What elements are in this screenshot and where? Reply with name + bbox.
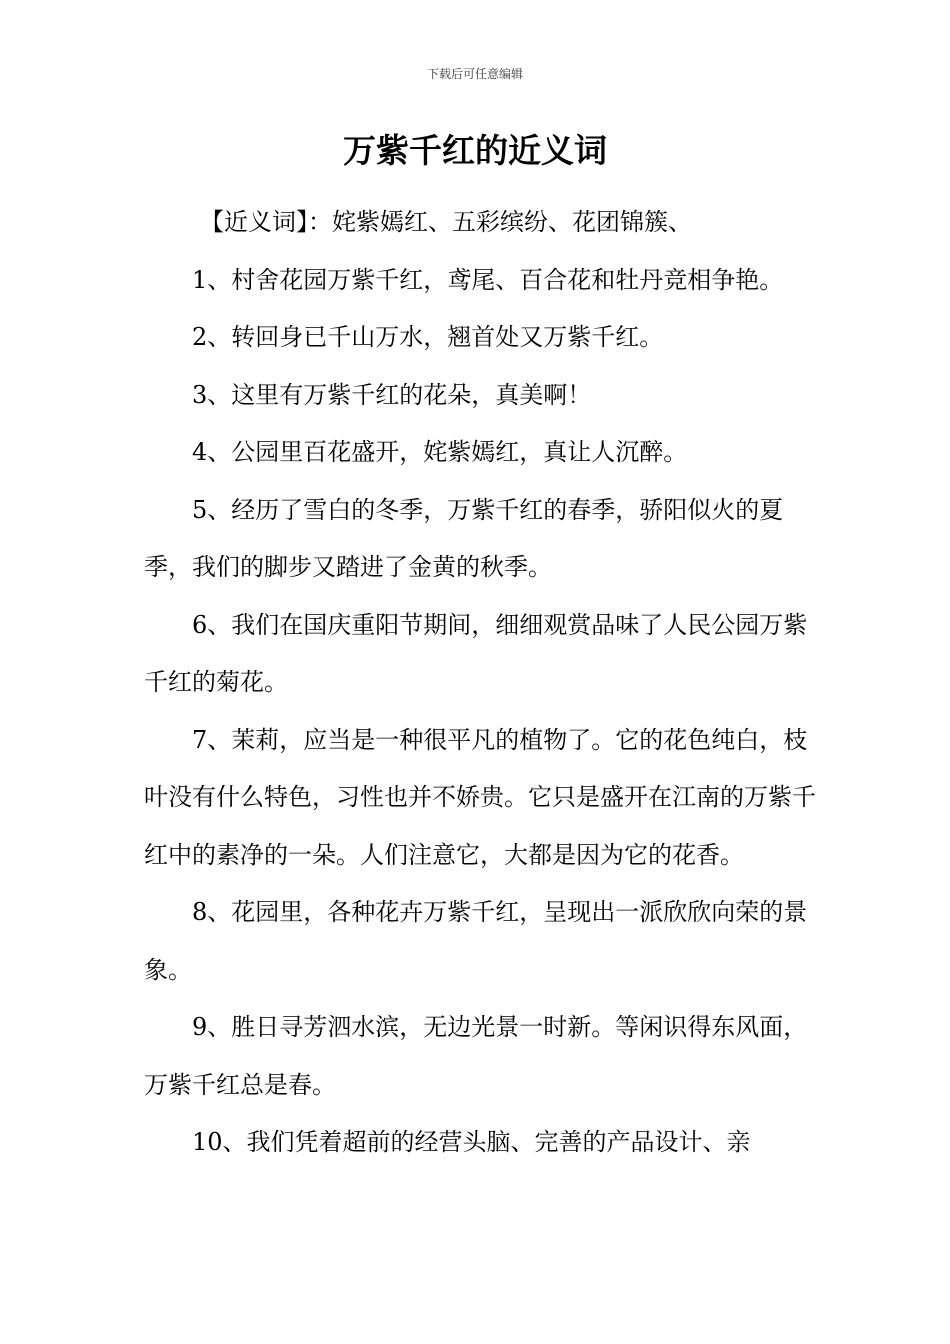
example-sentence-5: 5、经历了雪白的冬季，万紫千红的春季，骄阳似火的夏季，我们的脚步又踏进了金黄的秋季。: [144, 495, 784, 581]
example-sentence-3: 3、这里有万紫千红的花朵，真美啊！: [192, 380, 592, 409]
example-sentence-1: 1、村舍花园万紫千红，鸢尾、百合花和牡丹竞相争艳。: [192, 265, 784, 294]
example-sentence-9: 9、胜日寻芳泗水滨，无边光景一时新。等闲识得东风面，万紫千红总是春。: [144, 1013, 808, 1099]
document-title: 万紫千红的近义词: [343, 131, 607, 170]
example-sentence-8: 8、花园里，各种花卉万紫千红，呈现出一派欣欣向荣的景象。: [144, 898, 808, 984]
synonyms-label: 【近义词】: [200, 208, 308, 236]
header-note: 下载后可任意编辑: [426, 67, 523, 81]
example-sentence-10: 10、我们凭着超前的经营头脑、完善的产品设计、亲: [192, 1128, 751, 1156]
synonyms-paragraph: [144, 194, 824, 252]
example-sentence-7: 7、茉莉，应当是一种很平凡的植物了。它的花色纯白，枝叶没有什么特色，习性也并不娇贵。它只是盛开在江南的万紫千红中的素净的一朵。人们注意它，大都是因为它的花香。: [144, 725, 816, 869]
example-sentence-2: 2、转回身已千山万水，翘首处又万紫千红。: [192, 323, 664, 351]
synonyms-words: 姹紫嫣红、五彩缤纷、花团锦簇、: [332, 208, 692, 236]
synonyms-separator: ：: [308, 208, 332, 236]
example-sentence-6: 6、我们在国庆重阳节期间，细细观赏品味了人民公园万紫千红的菊花。: [144, 610, 808, 696]
document-body: [144, 194, 824, 1172]
example-sentence-4: 4、公园里百花盛开，姹紫嫣红，真让人沉醉。: [192, 438, 688, 466]
